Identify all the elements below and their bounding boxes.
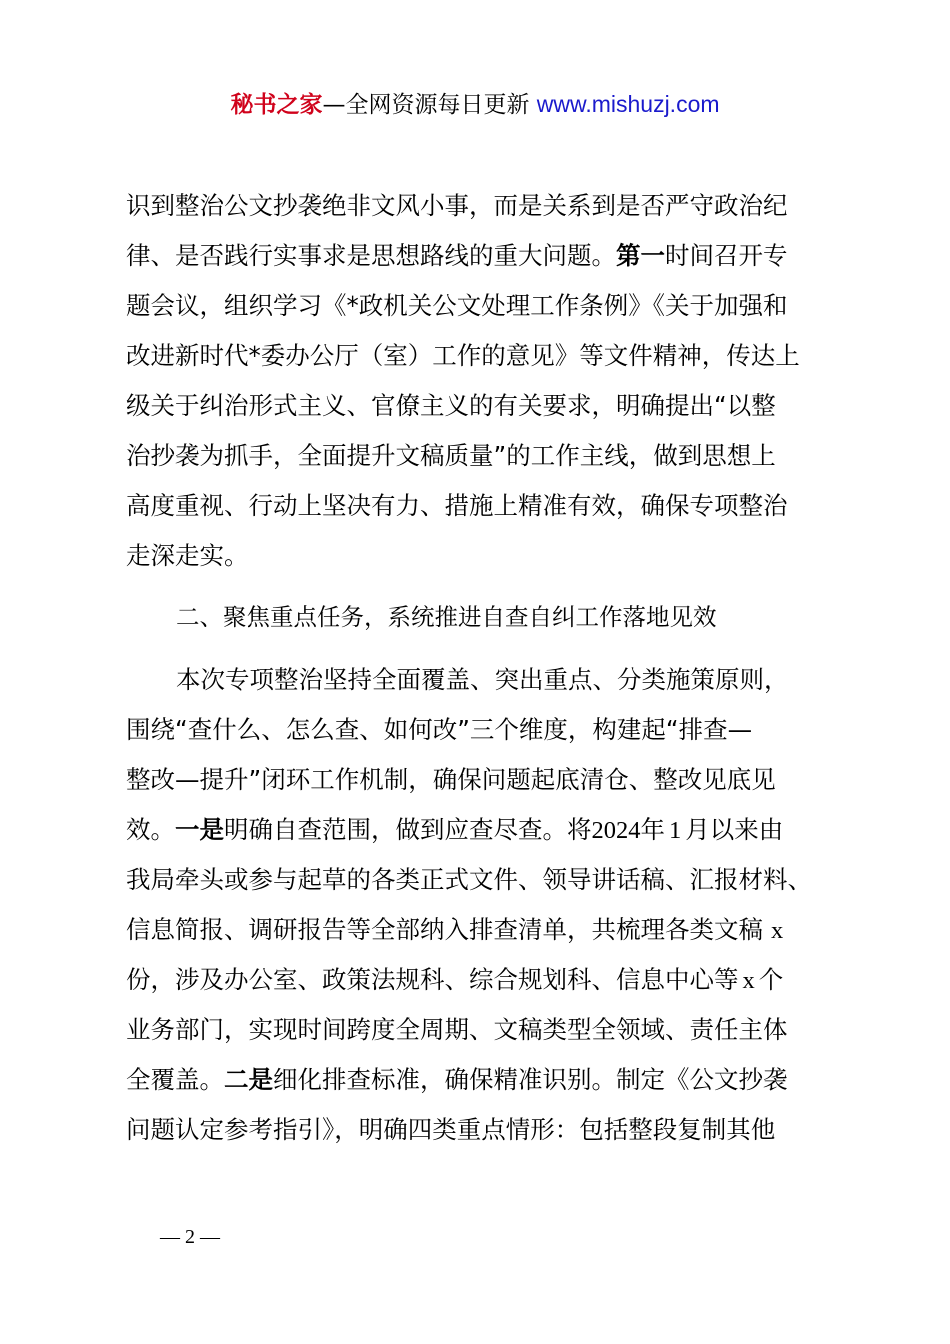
text-line: 问题认定参考指引》，明确四类重点情形：包括整段复制其他: [126, 1115, 776, 1144]
text-line: 改进新时代*委办公厅（室）工作的意见》等文件精神，传达上: [126, 341, 800, 370]
text-line: 份，涉及办公室、政策法规科、综合规划科、信息中心等 x 个: [126, 965, 784, 994]
section-heading: 二、聚焦重点任务，系统推进自查自纠工作落地见效: [176, 603, 717, 631]
page-number: — 2 —: [160, 1226, 220, 1248]
site-url-link[interactable]: www.mishuzj.com: [536, 91, 720, 117]
text-line: 全覆盖。二是细化排查标准，确保精准识别。制定《公文抄袭: [126, 1065, 788, 1094]
text-line: 题会议，组织学习《*政机关公文处理工作条例》《关于加强和: [126, 291, 788, 320]
text-line: 我局牵头或参与起草的各类正式文件、领导讲话稿、汇报材料、: [126, 865, 812, 894]
text-line: 围绕“查什么、怎么查、如何改”三个维度，构建起“排查—: [126, 715, 753, 744]
text-line: 业务部门，实现时间跨度全周期、文稿类型全领域、责任主体: [126, 1015, 788, 1044]
emphasis-two: 二是: [224, 1065, 273, 1094]
site-header: [0, 86, 950, 123]
text-line: 本次专项整治坚持全面覆盖、突出重点、分类施策原则，: [176, 665, 789, 694]
text-line: 识到整治公文抄袭绝非文风小事，而是关系到是否严守政治纪: [126, 191, 788, 220]
text-line: 律、是否践行实事求是思想路线的重大问题。第一时间召开专: [126, 241, 788, 270]
site-tagline: —全网资源每日更新: [322, 92, 537, 118]
text-line: 信息简报、调研报告等全部纳入排查清单，共梳理各类文稿 x: [126, 915, 784, 944]
text-line: 治抄袭为抓手，全面提升文稿质量”的工作主线，做到思想上: [126, 441, 776, 470]
text-line: 高度重视、行动上坚决有力、措施上精准有效，确保专项整治: [126, 491, 788, 520]
emphasis-one: 一是: [175, 815, 224, 844]
text-line: 级关于纠治形式主义、官僚主义的有关要求，明确提出“以整: [126, 391, 776, 420]
text-line: 整改—提升”闭环工作机制，确保问题起底清仓、整改见底见: [126, 765, 776, 794]
site-brand: 秘书之家: [230, 92, 323, 118]
text-line: 走深走实。: [126, 541, 249, 570]
emphasis-first: 第一: [616, 241, 665, 270]
text-line: 效。一是明确自查范围，做到应查尽查。将2024年 1 月以来由: [126, 815, 784, 844]
